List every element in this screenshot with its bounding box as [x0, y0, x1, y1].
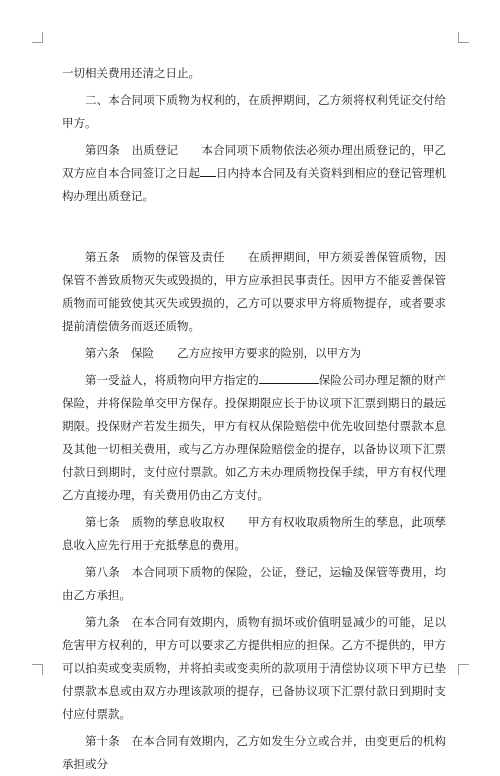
article-6-insurance: 第六条 保险 乙方应按甲方要求的险别，以甲方为 — [85, 346, 361, 360]
crop-mark-top-right — [458, 32, 469, 43]
article-6-insurance-detail — [62, 369, 446, 507]
article-5-custody: 第五条 质物的保管及责任 在质押期间，甲方须妥善保管质物，因保管不善致质物灭失或毁损的，甲方应承担民事责任。因甲方不能妥善保管质物而可能致使其灭失或毁损的，乙方可以要求甲方将质物提存，或者要求提前清偿债务而返还质物。 — [62, 250, 446, 333]
blank-insurer-field[interactable] — [259, 370, 319, 384]
crop-mark-bottom-left — [32, 664, 43, 675]
crop-mark-top-left — [32, 32, 43, 43]
article-8-fees: 第八条 本合同项下质物的保险，公证，登记，运输及保管等费用，均由乙方承担。 — [62, 565, 446, 602]
article-6-text-b: 保险公司办理足额的财产保险，并将保险单交甲方保存。投保期限应长于协议项下汇票到期日的最远期限。投保财产若发生损失，甲方有权从保险赔偿中优先收回垫付票款本息及其他一切相关费用，或与乙方办理保险赔偿金的提存，以备协议项下汇票付款日到期时，支付应付票款。如乙方未办理质物投保手续，甲方有权代理乙方直接办理，有关费用仍由乙方支付。 — [62, 373, 447, 502]
article-9-value-decrease: 第九条 在本合同有效期内，质物有损坏或价值明显减少的可能，足以危害甲方权利的，甲方可以要求乙方提供相应的担保。乙方不提供的，甲方可以拍卖或变卖质物，并将拍卖或变卖所的款项用于清偿协议项下甲方已垫付票款本息或由双方办理该款项的提存，已备协议项下汇票付款日到期时支付应付票款。 — [62, 615, 446, 721]
blank-days-field[interactable] — [200, 163, 216, 177]
document-body — [62, 62, 446, 776]
paragraph-rights-pledge: 二、本合同项下质物为权利的，在质押期间，乙方须将权利凭证交付给甲方。 — [62, 93, 446, 130]
crop-mark-bottom-right — [458, 664, 469, 675]
article-4-text-b: 日内持本合同及有关资料到相应的登记管理机构办理出质登记。 — [62, 166, 446, 203]
paragraph-continuation: 一切相关费用还清之日止。 — [62, 66, 200, 80]
article-10-merger: 第十条 在本合同有效期内，乙方如发生分立或合并，由变更后的机构承担或分 — [62, 734, 446, 771]
article-6-text-a: 第一受益人，将质物向甲方指定的 — [85, 373, 259, 387]
article-4-registration — [62, 139, 446, 208]
article-7-fruits: 第七条 质物的孳息收取权 甲方有权收取质物所生的孳息，此项孳息收入应先行用于充抵孳息的费用。 — [62, 515, 446, 552]
article-4-text-a: 第四条 出质登记 本合同项下质物依法必须办理出质登记的，甲乙双方应自本合同签订之日起 — [62, 143, 446, 180]
